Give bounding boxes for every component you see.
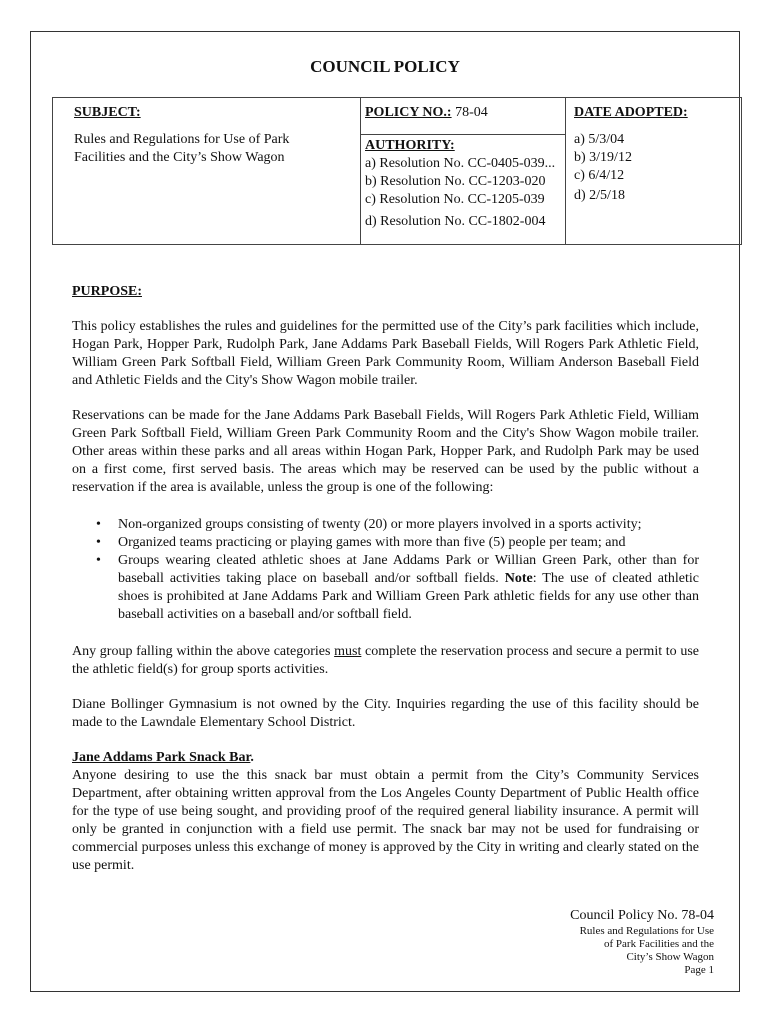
- purpose-paragraph-2: [72, 407, 699, 497]
- date-item: d) 2/5/18: [574, 188, 625, 203]
- table-divider: [360, 134, 565, 135]
- date-item: b) 3/19/12: [574, 150, 632, 165]
- purpose-paragraph-3: [72, 643, 699, 679]
- policy-number-cell: [365, 104, 561, 122]
- table-divider: [565, 98, 566, 244]
- page-footer: [570, 907, 714, 977]
- emphasis-must: must: [334, 644, 362, 659]
- paragraph-text: Any group falling within the above categories: [72, 644, 335, 659]
- snack-bar-text: Anyone desiring to use the this snack bar must obtain a permit from the City’s Community Services Department, after obtaining written approval from the Los Angeles County Department of Public Health office for the type of use being sought, and providing proof of the required general liability insurance. A permit will only be granted in conjunction with a field use permit. The snack bar may not be used for fundraising or commercial purposes unless this exchange of money is approved by the City in writing and clearly stated on the use permit.: [72, 768, 699, 873]
- purpose-paragraph-4: [72, 696, 699, 732]
- authority-item: a) Resolution No. CC-0405-039...: [365, 156, 556, 171]
- page-title: COUNCIL POLICY: [310, 57, 460, 76]
- policy-header-table: [52, 97, 742, 245]
- list-item: [118, 534, 699, 552]
- policy-no-value: 78-04: [455, 105, 488, 120]
- policy-no-label: POLICY NO.:: [365, 105, 452, 120]
- purpose-heading: PURPOSE:: [72, 284, 142, 299]
- footer-line: of Park Facilities and the: [604, 938, 714, 950]
- subject-text: Rules and Regulations for Use of Park Facilities and the City’s Show Wagon: [74, 132, 290, 165]
- snack-bar-heading: Jane Addams Park Snack Bar: [72, 750, 251, 765]
- list-item-text: Organized teams practicing or playing games with more than five (5) people per team; and: [118, 535, 626, 550]
- authority-item: d) Resolution No. CC-1802-004: [365, 214, 546, 229]
- list-item: [118, 516, 699, 534]
- purpose-heading-block: [72, 283, 699, 301]
- heading-suffix: .: [250, 750, 254, 765]
- authority-label: AUTHORITY:: [365, 138, 455, 153]
- footer-policy-number: Council Policy No. 78-04: [570, 908, 714, 923]
- date-adopted-label: DATE ADOPTED:: [574, 105, 688, 120]
- subject-cell: [74, 104, 344, 167]
- footer-line: Rules and Regulations for Use: [579, 925, 714, 937]
- purpose-paragraph-1: [72, 318, 699, 390]
- bullet-list: [72, 516, 699, 624]
- list-item-text: Groups wearing cleated athletic shoes at Jane Addams Park or Willian Green Park, other than for baseball activities taking place on baseball and/or softball fields.: [118, 553, 699, 586]
- paragraph-text: Diane Bollinger Gymnasium is not owned by the City. Inquiries regarding the use of this facility should be made to the Lawndale Elementary School District.: [72, 697, 699, 730]
- date-item: a) 5/3/04: [574, 132, 625, 147]
- list-item: [118, 552, 699, 624]
- authority-item: c) Resolution No. CC-1205-039: [365, 192, 545, 207]
- paragraph-text: This policy establishes the rules and guidelines for the permitted use of the City’s park facilities which include, Hogan Park, Hopper Park, Rudolph Park, Jane Addams Park Baseball Fields, Will Rogers Park Athletic Field, William Green Park Softball Field, William Green Park Community Room, William Anderson Baseball Field and Athletic Fields and the City's Show Wagon mobile trailer.: [72, 319, 699, 388]
- paragraph-text: complete the reservation process and secure a permit to use the athletic field(s) for group sports activities.: [72, 644, 700, 677]
- snack-bar-section: [72, 749, 699, 875]
- subject-label: SUBJECT:: [74, 105, 141, 120]
- page-number: Page 1: [684, 964, 714, 976]
- footer-line: City’s Show Wagon: [626, 951, 714, 963]
- date-adopted-cell: [574, 104, 734, 205]
- paragraph-text: Reservations can be made for the Jane Addams Park Baseball Fields, Will Rogers Park Athletic Field, William Green Park Softball Field, William Green Park Community Room and the City's Show Wagon mobile trailer. Other areas within these parks and all areas within Hogan Park, Hopper Park, and Rudolph Park may be used on a first come, first served basis. The areas which may be reserved can be used by the public without a reservation if the area is available, unless the group is one of the following:: [72, 408, 699, 495]
- note-label: Note: [504, 571, 533, 586]
- authority-item: b) Resolution No. CC-1203-020: [365, 174, 546, 189]
- date-item: c) 6/4/12: [574, 168, 625, 183]
- authority-cell: [365, 137, 561, 231]
- table-divider: [360, 98, 361, 244]
- list-item-text: Non-organized groups consisting of twenty (20) or more players involved in a sports activity;: [118, 517, 642, 532]
- list-item-text: : The use of cleated athletic shoes is prohibited at Jane Addams Park and William Green Park athletic fields for any use other than baseball activities on a baseball and/or softball field.: [118, 571, 700, 622]
